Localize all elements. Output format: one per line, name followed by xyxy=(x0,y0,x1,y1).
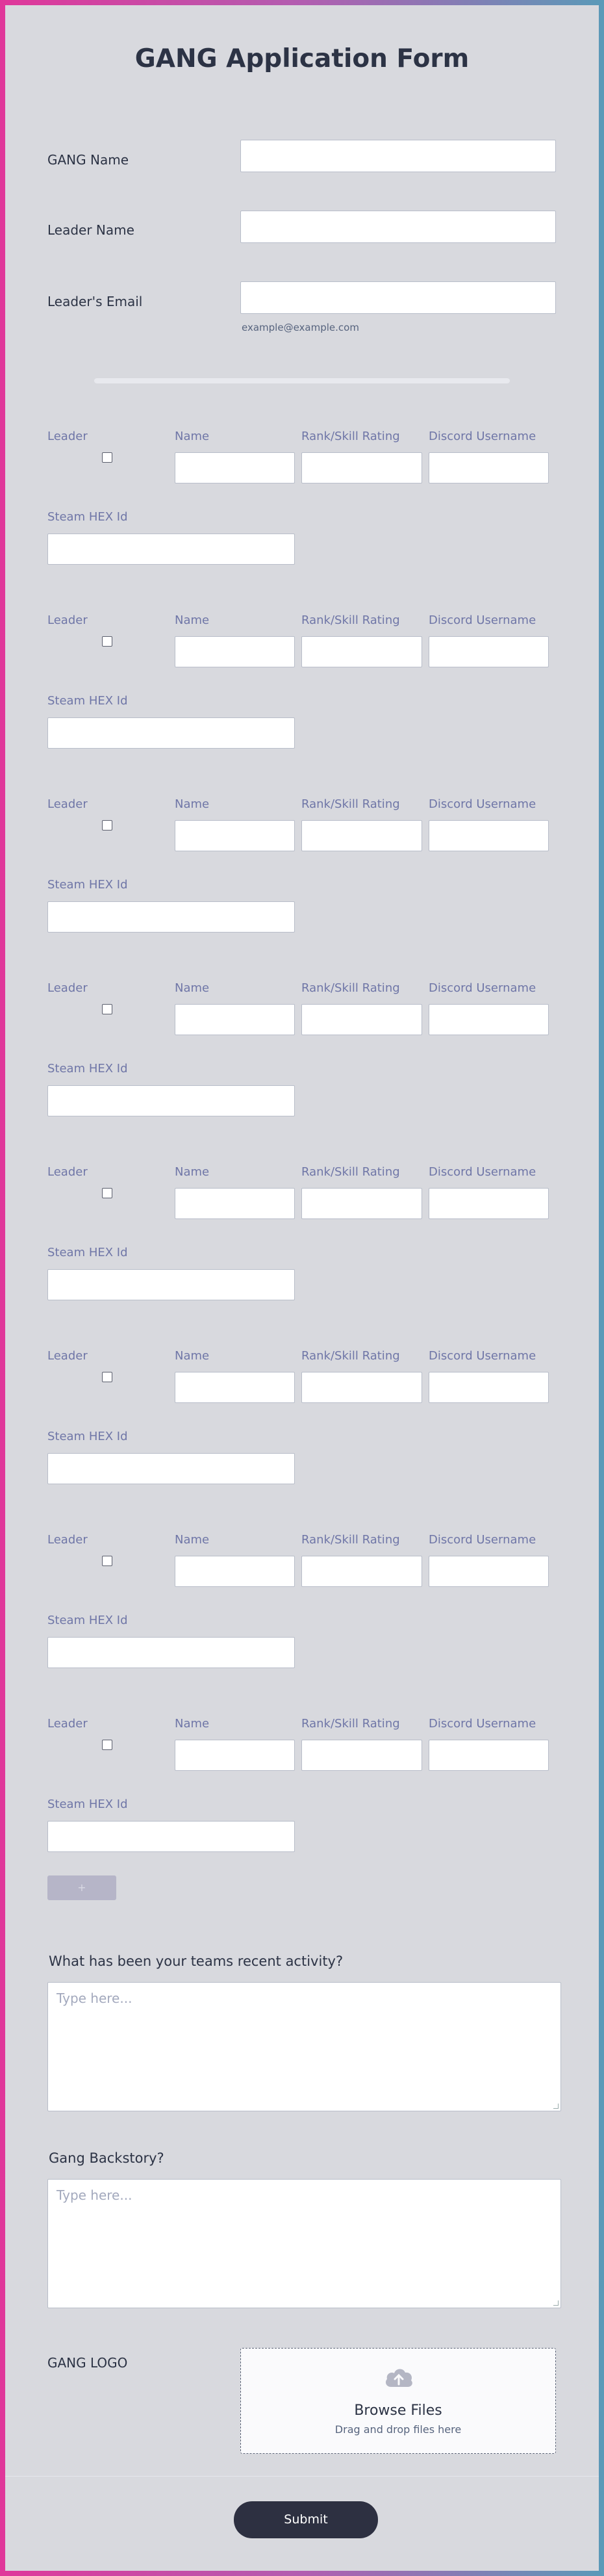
activity-question: What has been your teams recent activity? xyxy=(49,1953,344,1969)
rank-column-label: Rank/Skill Rating xyxy=(301,430,400,443)
rank-column-label: Rank/Skill Rating xyxy=(301,1533,400,1547)
rank-column-label: Rank/Skill Rating xyxy=(301,1717,400,1731)
backstory-question: Gang Backstory? xyxy=(49,2150,164,2166)
leader-checkbox[interactable] xyxy=(102,1004,112,1014)
resize-grip-icon[interactable] xyxy=(553,2300,559,2306)
leader-name-input[interactable] xyxy=(240,211,556,243)
name-column-label: Name xyxy=(175,430,210,443)
submit-button[interactable]: Submit xyxy=(234,2501,378,2538)
discord-column-label: Discord Username xyxy=(429,1349,536,1363)
rank-column-label: Rank/Skill Rating xyxy=(301,797,400,811)
footer-divider xyxy=(5,2476,599,2477)
member-rank-input[interactable] xyxy=(301,1556,422,1587)
name-column-label: Name xyxy=(175,1717,210,1731)
steam-column-label: Steam HEX Id xyxy=(47,1246,128,1259)
leader-column-label: Leader xyxy=(47,797,88,811)
member-rank-input[interactable] xyxy=(301,1004,422,1035)
activity-placeholder: Type here... xyxy=(57,1990,132,2006)
member-discord-input[interactable] xyxy=(429,1004,549,1035)
name-column-label: Name xyxy=(175,1349,210,1363)
name-column-label: Name xyxy=(175,981,210,995)
member-steam-input[interactable] xyxy=(47,1085,295,1116)
leader-email-input[interactable] xyxy=(240,281,556,314)
member-rank-input[interactable] xyxy=(301,1188,422,1219)
rank-column-label: Rank/Skill Rating xyxy=(301,1165,400,1179)
leader-checkbox[interactable] xyxy=(102,1740,112,1750)
leader-checkbox[interactable] xyxy=(102,820,112,831)
member-name-input[interactable] xyxy=(175,1188,295,1219)
member-discord-input[interactable] xyxy=(429,636,549,667)
gang-name-label: GANG Name xyxy=(47,152,129,168)
member-name-input[interactable] xyxy=(175,1556,295,1587)
rank-column-label: Rank/Skill Rating xyxy=(301,613,400,627)
name-column-label: Name xyxy=(175,1165,210,1179)
member-discord-input[interactable] xyxy=(429,452,549,483)
member-name-input[interactable] xyxy=(175,820,295,851)
steam-column-label: Steam HEX Id xyxy=(47,1614,128,1627)
leader-column-label: Leader xyxy=(47,1533,88,1547)
leader-email-sublabel: example@example.com xyxy=(242,322,359,333)
discord-column-label: Discord Username xyxy=(429,981,536,995)
steam-column-label: Steam HEX Id xyxy=(47,694,128,708)
member-name-input[interactable] xyxy=(175,1004,295,1035)
member-steam-input[interactable] xyxy=(47,717,295,749)
member-name-input[interactable] xyxy=(175,1372,295,1403)
leader-checkbox[interactable] xyxy=(102,1188,112,1198)
discord-column-label: Discord Username xyxy=(429,1717,536,1731)
rank-column-label: Rank/Skill Rating xyxy=(301,1349,400,1363)
form-container xyxy=(5,5,599,2571)
backstory-textarea[interactable] xyxy=(47,2179,561,2308)
leader-checkbox[interactable] xyxy=(102,1372,112,1382)
steam-column-label: Steam HEX Id xyxy=(47,510,128,524)
member-steam-input[interactable] xyxy=(47,1821,295,1852)
leader-name-label: Leader Name xyxy=(47,222,134,238)
logo-label: GANG LOGO xyxy=(47,2355,128,2371)
activity-textarea[interactable] xyxy=(47,1982,561,2111)
leader-checkbox[interactable] xyxy=(102,636,112,647)
member-discord-input[interactable] xyxy=(429,1556,549,1587)
member-name-input[interactable] xyxy=(175,452,295,483)
discord-column-label: Discord Username xyxy=(429,430,536,443)
rank-column-label: Rank/Skill Rating xyxy=(301,981,400,995)
discord-column-label: Discord Username xyxy=(429,1165,536,1179)
leader-column-label: Leader xyxy=(47,1165,88,1179)
leader-column-label: Leader xyxy=(47,1349,88,1363)
name-column-label: Name xyxy=(175,797,210,811)
add-member-button[interactable]: + xyxy=(47,1875,116,1900)
form-title: GANG Application Form xyxy=(134,44,470,73)
drag-drop-hint: Drag and drop files here xyxy=(334,2423,462,2436)
gang-name-input[interactable] xyxy=(240,140,556,172)
member-rank-input[interactable] xyxy=(301,1740,422,1771)
member-discord-input[interactable] xyxy=(429,1372,549,1403)
member-steam-input[interactable] xyxy=(47,1637,295,1668)
leader-column-label: Leader xyxy=(47,430,88,443)
file-upload-dropzone[interactable] xyxy=(240,2348,556,2454)
section-divider xyxy=(94,378,510,383)
member-steam-input[interactable] xyxy=(47,901,295,933)
member-rank-input[interactable] xyxy=(301,452,422,483)
steam-column-label: Steam HEX Id xyxy=(47,1797,128,1811)
steam-column-label: Steam HEX Id xyxy=(47,1062,128,1075)
member-name-input[interactable] xyxy=(175,1740,295,1771)
member-discord-input[interactable] xyxy=(429,820,549,851)
member-rank-input[interactable] xyxy=(301,820,422,851)
name-column-label: Name xyxy=(175,1533,210,1547)
discord-column-label: Discord Username xyxy=(429,613,536,627)
member-rank-input[interactable] xyxy=(301,1372,422,1403)
member-steam-input[interactable] xyxy=(47,534,295,565)
leader-column-label: Leader xyxy=(47,1717,88,1731)
leader-checkbox[interactable] xyxy=(102,452,112,463)
member-name-input[interactable] xyxy=(175,636,295,667)
name-column-label: Name xyxy=(175,613,210,627)
leader-checkbox[interactable] xyxy=(102,1556,112,1566)
browse-files-title: Browse Files xyxy=(354,2402,442,2419)
steam-column-label: Steam HEX Id xyxy=(47,1430,128,1443)
member-rank-input[interactable] xyxy=(301,636,422,667)
member-discord-input[interactable] xyxy=(429,1740,549,1771)
discord-column-label: Discord Username xyxy=(429,797,536,811)
backstory-placeholder: Type here... xyxy=(57,2187,132,2203)
member-steam-input[interactable] xyxy=(47,1453,295,1484)
resize-grip-icon[interactable] xyxy=(553,2104,559,2109)
discord-column-label: Discord Username xyxy=(429,1533,536,1547)
leader-column-label: Leader xyxy=(47,613,88,627)
cloud-upload-icon xyxy=(383,2365,414,2389)
member-steam-input[interactable] xyxy=(47,1269,295,1300)
steam-column-label: Steam HEX Id xyxy=(47,878,128,892)
member-discord-input[interactable] xyxy=(429,1188,549,1219)
leader-column-label: Leader xyxy=(47,981,88,995)
leader-email-label: Leader's Email xyxy=(47,294,143,309)
